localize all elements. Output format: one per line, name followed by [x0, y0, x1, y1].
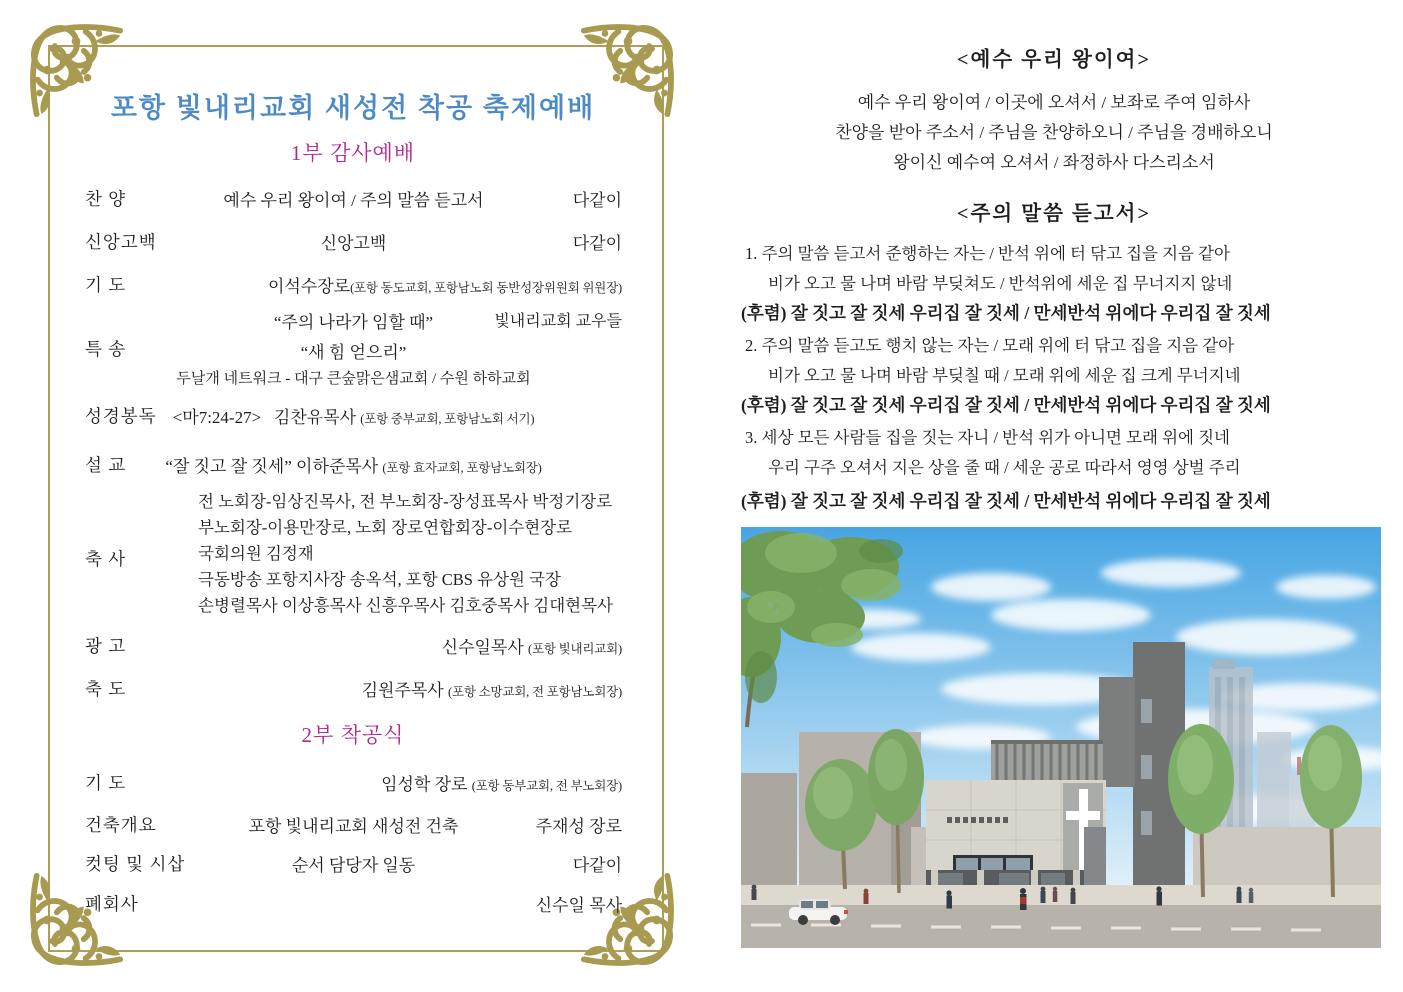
program-row-chanyang — [85, 186, 622, 216]
list-item: 극동방송 포항지사장 송옥석, 포항 CBS 유상원 국장 — [198, 570, 561, 589]
person-name: 이석수장로 — [267, 277, 351, 296]
program-page — [0, 0, 701, 992]
row-content: 순서 담당자 일동 — [291, 856, 416, 875]
program-row-chukdo — [85, 676, 622, 706]
page-title: 포항 빛내리교회 새성전 착공 축제예배 — [110, 93, 596, 123]
verse-line: 비가 오고 물 나며 바람 부딪쳐도 / 반석위에 세운 집 무너지지 않네 — [768, 274, 1233, 293]
person-name: 신수일목사 — [441, 638, 524, 657]
row-content — [85, 633, 622, 658]
song-title: “주의 나라가 임할 때” — [273, 313, 434, 332]
row-content: 예수 우리 왕이여 / 주의 말씀 듣고서 — [223, 191, 484, 210]
program-row-geonchuk — [85, 812, 622, 842]
row-label: 신앙고백 — [85, 232, 157, 252]
affiliation: (포항 중부교회, 포항남노회 서기) — [360, 412, 535, 426]
congratulators-list — [198, 489, 622, 619]
row-performer: 신수일 목사 — [535, 896, 622, 915]
refrain-line: (후렴) 잘 짓고 잘 짓세 우리집 잘 짓세 / 만세반석 위에다 우리집 잘 짓세 — [741, 491, 1271, 511]
row-content — [85, 770, 622, 795]
part1-heading: 1부 감사예배 — [290, 141, 416, 165]
program-row-teuksong — [85, 300, 622, 400]
row-label: 찬 양 — [85, 189, 127, 209]
row-label: 폐회사 — [85, 894, 139, 914]
list-item: 부노회장-이용만장로, 노회 장로연합회장-이수현장로 — [198, 518, 573, 537]
verse-line: 우리 구주 오셔서 지은 상을 줄 때 / 세운 공로 따라서 영영 상벌 주리 — [768, 458, 1241, 477]
row-label: 건축개요 — [85, 815, 157, 835]
verse-line: 3. 세상 모든 사람들 집을 짓는 자니 / 반석 위가 아니면 모래 위에 짓네 — [745, 428, 1230, 447]
song-title: “새 힘 얻으리” — [300, 343, 407, 362]
row-label: 광 고 — [85, 636, 127, 656]
list-item: 국회의원 김정재 — [198, 544, 314, 563]
row-label: 기 도 — [85, 773, 127, 793]
row-content — [85, 403, 622, 428]
refrain-line: (후렴) 잘 짓고 잘 짓세 우리집 잘 짓세 / 만세반석 위에다 우리집 잘 짓세 — [741, 395, 1271, 415]
row-performer: 다같이 — [572, 856, 622, 875]
program-row-chuksa — [85, 489, 622, 629]
sidewalk — [741, 885, 1381, 907]
row-label: 축 사 — [85, 549, 127, 569]
program-row-sinang — [85, 229, 622, 259]
program-row-seolgyo — [85, 452, 622, 482]
verse-line: 2. 주의 말씀 듣고도 행치 않는 자는 / 모래 위에 터 닦고 집을 지음 같아 — [745, 336, 1235, 355]
list-item: 손병렬목사 이상흥목사 신흥우목사 김호중목사 김대현목사 — [198, 596, 613, 615]
verse-line: 비가 오고 물 나며 바람 부딪칠 때 / 모래 위에 세운 집 크게 무너지네 — [768, 366, 1241, 385]
row-label: 컷팅 및 시삽 — [85, 854, 186, 874]
affiliation: (포항 동부교회, 전 부노회장) — [471, 779, 622, 793]
row-content — [85, 676, 622, 701]
church-rendering-photo — [741, 527, 1381, 948]
program-row-gido2 — [85, 770, 622, 800]
affiliation: (포항 소망교회, 전 포항남노회장) — [447, 685, 622, 699]
song-line — [85, 308, 622, 333]
lyric-line: 왕이신 예수여 오셔서 / 좌정하사 다스리소서 — [893, 153, 1215, 172]
row-content: 포항 빛내리교회 새성전 건축 — [248, 817, 459, 836]
affiliation: (포항 동도교회, 포항남노회 동반성장위원회 위원장) — [350, 281, 622, 295]
row-content: 신앙고백 — [320, 234, 387, 253]
lyric-line: 찬양을 받아 주소서 / 주님을 찬양하오니 / 주님을 경배하오니 — [835, 123, 1273, 142]
row-label: 성경봉독 — [85, 406, 157, 426]
program-row-gwanggo — [85, 633, 622, 663]
row-content — [85, 272, 622, 297]
program-row-pyehoesa — [85, 891, 622, 921]
lyric-line: 예수 우리 왕이여 / 이곳에 오셔서 / 보좌로 주여 임하사 — [857, 93, 1251, 112]
song1-title: <예수 우리 왕이여> — [956, 49, 1152, 71]
scripture-ref: <마7:24-27> — [172, 408, 262, 427]
sermon-title-and-name: “잘 짓고 잘 짓세” 이하준목사 — [165, 457, 379, 476]
verse-line: 1. 주의 말씀 듣고서 준행하는 자는 / 반석 위에 터 닦고 집을 지음 같아 — [745, 244, 1230, 263]
affiliation: (포항 빛내리교회) — [528, 642, 622, 656]
row-label: 특 송 — [85, 339, 127, 359]
performer: 빛내리교회 교우들 — [494, 313, 622, 330]
row-performer: 다같이 — [572, 234, 622, 253]
row-label: 축 도 — [85, 679, 127, 699]
row-label: 기 도 — [85, 275, 127, 295]
row-content — [85, 452, 622, 477]
list-item: 전 노회장-임상진목사, 전 부노회장-장성표목사 박정기장로 — [198, 492, 613, 511]
affiliation: (포항 효자교회, 포항남노회장) — [382, 461, 542, 475]
refrain-line: (후렴) 잘 짓고 잘 짓세 우리집 잘 짓세 / 만세반석 위에다 우리집 잘 짓세 — [741, 303, 1271, 323]
person-name: 임성학 장로 — [381, 775, 468, 794]
person-name: 김원주목사 — [361, 681, 444, 700]
performer-group: 두날개 네트워크 - 대구 큰숲맑은샘교회 / 수원 하하교회 — [176, 371, 531, 387]
program-row-gido1 — [85, 272, 622, 302]
row-performer: 다같이 — [572, 191, 622, 210]
song2-title: <주의 말씀 듣고서> — [956, 203, 1152, 225]
person-name: 김찬유목사 — [273, 408, 357, 427]
program-row-cutting — [85, 851, 622, 881]
row-performer: 주재성 장로 — [535, 817, 622, 836]
row-label: 설 교 — [85, 455, 127, 475]
program-row-seonggyeong — [85, 403, 622, 433]
part2-heading: 2부 착공식 — [301, 723, 405, 747]
